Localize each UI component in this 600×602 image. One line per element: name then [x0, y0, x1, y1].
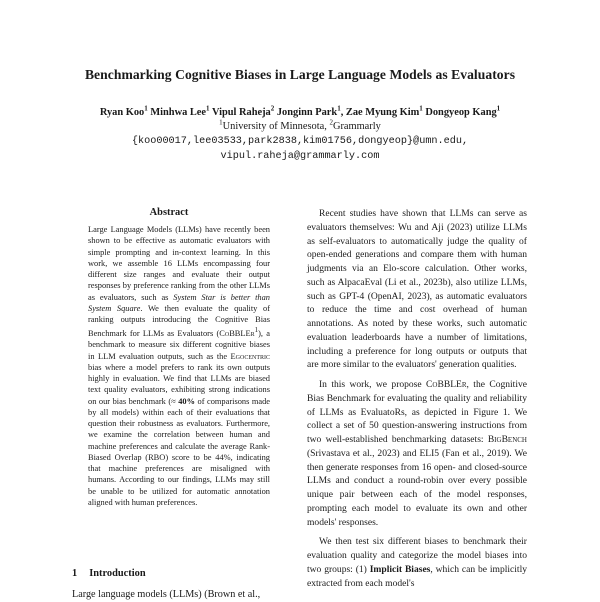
affiliations: $^1$University of Minnesota, $^2$Grammarly	[219, 118, 381, 132]
dataset-name: BigBench	[487, 434, 527, 445]
paragraph: In this work, we propose CoBBLEr, the Cognitive Bias Benchmark for evaluating the quality and reliability of LLMs as EvaluatoRs, as depicted in Figure 1. We collect a set of 50 question-answering instructions from two well-established benchmarking datasets: BigBench (Srivastava et al., 2023) and ELI5 (Fan et al., 2019). We then generate responses from 16 open- and closed-source LLMs and conduct a round-robin over every possible unique pair between each of the model responses, prompting each model to evaluate its own and other models' responses.	[307, 379, 528, 528]
abstract-text: Large Language Models (LLMs) have recently been shown to be effective as automatic evaluators with simple prompting and in-context learning. In this work, we assemble 16 LLMs encompassing four different size ranges and evaluate their output responses by preference ranking from the other LLMs as evaluators, such as System Star is better than System Square. We then evaluate the quality of ranking outputs introducing the Cognitive Bias Benchmark for LLMs as Evaluators (CoBBLEr$^1$), a benchmark to measure six different cognitive biases in LLM evaluation outputs, such as the Egocentric bias where a model prefers to rank its own outputs highly in evaluation. We find that LLMs are biased text quality evaluators, exhibiting strong indications on our bias benchmark (≈ 40% of comparisons made by all models) within each of their evaluations that question their robustness as evaluators. Furthermore, we examine the correlation between human and machine preferences and calculate the average Rank-Biased Overlap (RBO) score to be 44%, indicating that machine preferences are misaligned with humans. According to our findings, LLMs may still be unable to be utilized for automatic annotation aligned with human preferences.	[88, 225, 270, 507]
author-name: Minhwa Lee	[150, 107, 207, 118]
author-name: Jonginn Park	[276, 107, 338, 118]
author-affiliation-mark: 1	[144, 104, 148, 113]
author-email-grammarly: vipul.raheja@grammarly.com	[220, 151, 380, 162]
right-column-text	[307, 207, 527, 596]
author-name: Zae Myung Kim	[345, 107, 420, 118]
author-name: Vipul Raheja	[211, 107, 271, 118]
paragraph: We then test six different biases to benchmark their evaluation quality and categorize the model biases into two groups: (1) Implicit Biases, which can be implicitly extracted from each model's	[307, 536, 527, 589]
author-list: Ryan Koo$^1$ Minhwa Lee$^1$ Vipul Raheja$^2$ Jonginn Park$^1$, Zae Myung Kim$^1$ Dongyeop Kang$^1$	[99, 104, 501, 118]
affiliation-grammarly: Grammarly	[332, 121, 381, 132]
section-heading-introduction: 1 Introduction	[72, 568, 146, 579]
author-affiliation-mark: 1	[496, 104, 501, 113]
abstract-heading: Abstract	[149, 207, 189, 218]
author-affiliation-mark: 1	[206, 104, 210, 113]
benchmark-name: CoBBLEr	[426, 379, 467, 390]
author-emails-umn: {koo00017,lee03533,park2838,kim01756,dongyeop}@umn.edu,	[131, 136, 469, 147]
author-affiliation-mark: 2	[270, 104, 275, 113]
benchmark-name: CoBBLEr	[219, 329, 255, 339]
bias-name-egocentric: Egocentric	[230, 351, 270, 361]
affiliation-umn: University of Minnesota	[222, 121, 325, 132]
author-affiliation-mark: 1	[419, 104, 423, 113]
introduction-text: Large language models (LLMs) (Brown et al.,	[72, 589, 261, 600]
author-affiliation-mark: 1	[337, 104, 341, 113]
paper-title: Benchmarking Cognitive Biases in Large Language Models as Evaluators	[84, 67, 516, 82]
author-name: Ryan Koo	[99, 107, 145, 118]
author-name: Dongyeop Kang	[425, 107, 497, 118]
paragraph: Recent studies have shown that LLMs can serve as evaluators themselves: Wu and Aji (2023) utilize LLMs as self-evaluators to automatically judge the quality of open-ended generations and compare them with human judgments via an Elo-score calculation. Other works, such as AlpacaEval (Li et al., 2023b), also utilize LLMs, such as GPT-4 (OpenAI, 2023), as automatic evaluators to reduce the time and cost overhead of human annotations. As noted by these works, such automatic evaluation leaderboards have a number of limitations, including a preference for long outputs or outputs that are more similar to the evaluators' generation qualities.	[307, 208, 527, 371]
